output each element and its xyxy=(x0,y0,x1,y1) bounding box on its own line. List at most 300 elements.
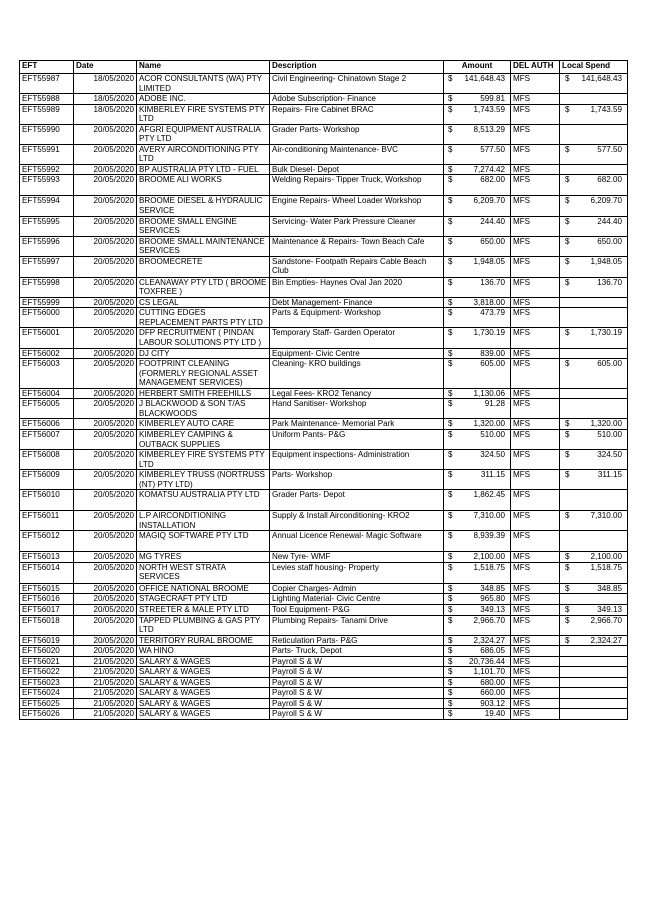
table-row xyxy=(20,388,628,399)
amount-value: 473.79 xyxy=(480,308,505,318)
date-cell: 20/05/2020 xyxy=(74,175,137,196)
date-cell: 21/05/2020 xyxy=(74,688,137,699)
local-spend-currency: $ xyxy=(565,144,570,154)
amount-value: 650.00 xyxy=(480,236,505,246)
amount-cell xyxy=(444,399,511,419)
del-auth-cell: MFS xyxy=(511,698,560,709)
local-spend-value: 1,320.00 xyxy=(590,419,622,429)
del-auth-cell: MFS xyxy=(511,594,560,605)
amount-value: 903.12 xyxy=(480,698,505,708)
name-cell: STAGECRAFT PTY LTD xyxy=(137,594,270,605)
date-cell: 20/05/2020 xyxy=(74,419,137,430)
local-spend-currency: $ xyxy=(565,470,570,480)
del-auth-cell: MFS xyxy=(511,236,560,256)
table-row xyxy=(20,562,628,583)
del-auth-cell: MFS xyxy=(511,308,560,328)
date-cell: 20/05/2020 xyxy=(74,604,137,615)
local-spend-currency: $ xyxy=(565,74,570,83)
description-cell: Equipment- Civic Centre xyxy=(270,348,444,359)
amount-currency: $ xyxy=(448,419,453,429)
name-cell: CS LEGAL xyxy=(137,297,270,308)
local-spend-cell xyxy=(560,646,628,657)
eft-cell: EFT56023 xyxy=(20,677,74,688)
del-auth-cell: MFS xyxy=(511,562,560,583)
del-auth-cell: MFS xyxy=(511,709,560,720)
del-auth-cell: MFS xyxy=(511,635,560,646)
payments-table xyxy=(19,60,628,720)
del-auth-cell: MFS xyxy=(511,470,560,490)
date-cell: 20/05/2020 xyxy=(74,308,137,328)
amount-cell xyxy=(444,688,511,699)
local-spend-currency: $ xyxy=(565,277,570,287)
col-header-name: Name xyxy=(137,61,270,74)
amount-currency: $ xyxy=(448,256,453,266)
name-cell: BROOME ALI WORKS xyxy=(137,175,270,196)
name-cell: OFFICE NATIONAL BROOME xyxy=(137,583,270,594)
local-spend-cell xyxy=(560,450,628,470)
name-cell: CLEANAWAY PTY LTD ( BROOME TOXFREE ) xyxy=(137,277,270,297)
amount-value: 2,966.70 xyxy=(473,615,505,625)
amount-cell xyxy=(444,216,511,236)
amount-cell xyxy=(444,646,511,657)
local-spend-cell xyxy=(560,124,628,144)
amount-cell xyxy=(444,74,511,94)
amount-value: 136.70 xyxy=(480,277,505,287)
name-cell: SALARY & WAGES xyxy=(137,677,270,688)
description-cell: Cleaning- KRO buildings xyxy=(270,359,444,389)
amount-value: 244.40 xyxy=(480,216,505,226)
local-spend-cell xyxy=(560,604,628,615)
description-cell: Bin Empties- Haynes Oval Jan 2020 xyxy=(270,277,444,297)
amount-cell xyxy=(444,698,511,709)
local-spend-cell xyxy=(560,164,628,175)
del-auth-cell: MFS xyxy=(511,511,560,531)
amount-currency: $ xyxy=(448,552,453,562)
amount-value: 599.81 xyxy=(480,94,505,104)
date-cell: 20/05/2020 xyxy=(74,552,137,563)
local-spend-currency: $ xyxy=(565,429,570,439)
date-cell: 20/05/2020 xyxy=(74,470,137,490)
date-cell: 20/05/2020 xyxy=(74,635,137,646)
amount-currency: $ xyxy=(448,308,453,318)
del-auth-cell: MFS xyxy=(511,359,560,389)
description-cell: Tool Equipment- P&G xyxy=(270,604,444,615)
amount-currency: $ xyxy=(448,450,453,460)
local-spend-cell xyxy=(560,677,628,688)
del-auth-cell: MFS xyxy=(511,552,560,563)
date-cell: 20/05/2020 xyxy=(74,216,137,236)
amount-cell xyxy=(444,277,511,297)
amount-currency: $ xyxy=(448,688,453,698)
amount-value: 349.13 xyxy=(480,604,505,614)
amount-currency: $ xyxy=(448,490,453,500)
amount-currency: $ xyxy=(448,74,453,83)
del-auth-cell: MFS xyxy=(511,583,560,594)
eft-cell: EFT55996 xyxy=(20,236,74,256)
table-row xyxy=(20,399,628,419)
col-header-local-spend: Local Spend xyxy=(560,61,628,74)
local-spend-cell xyxy=(560,388,628,399)
table-row xyxy=(20,94,628,105)
name-cell: BROOME SMALL MAINTENANCE SERVICES xyxy=(137,236,270,256)
name-cell: TAPPED PLUMBING & GAS PTY LTD xyxy=(137,615,270,635)
date-cell: 18/05/2020 xyxy=(74,74,137,94)
description-cell: Grader Parts- Depot xyxy=(270,490,444,511)
table-row xyxy=(20,698,628,709)
amount-value: 1,730.19 xyxy=(473,328,505,338)
date-cell: 20/05/2020 xyxy=(74,124,137,144)
amount-cell xyxy=(444,604,511,615)
description-cell: Sandstone- Footpath Repairs Cable Beach Club xyxy=(270,256,444,277)
col-header-date: Date xyxy=(74,61,137,74)
local-spend-currency: $ xyxy=(565,583,570,593)
amount-cell xyxy=(444,552,511,563)
local-spend-value: 682.00 xyxy=(597,175,622,185)
amount-currency: $ xyxy=(448,698,453,708)
date-cell: 20/05/2020 xyxy=(74,511,137,531)
amount-currency: $ xyxy=(448,511,453,521)
local-spend-cell xyxy=(560,399,628,419)
table-row xyxy=(20,656,628,667)
amount-currency: $ xyxy=(448,297,453,307)
table-row xyxy=(20,615,628,635)
local-spend-value: 141,648.43 xyxy=(581,74,622,83)
amount-value: 20,736.44 xyxy=(468,656,505,666)
amount-cell xyxy=(444,104,511,124)
local-spend-cell xyxy=(560,74,628,94)
amount-value: 1,862.45 xyxy=(473,490,505,500)
description-cell: Repairs- Fire Cabinet BRAC xyxy=(270,104,444,124)
local-spend-cell xyxy=(560,328,628,348)
table-row xyxy=(20,308,628,328)
amount-value: 839.00 xyxy=(480,348,505,358)
local-spend-value: 324.50 xyxy=(597,450,622,460)
date-cell: 21/05/2020 xyxy=(74,698,137,709)
local-spend-cell xyxy=(560,709,628,720)
description-cell: Payroll S & W xyxy=(270,688,444,699)
amount-value: 2,100.00 xyxy=(473,552,505,562)
del-auth-cell: MFS xyxy=(511,104,560,124)
date-cell: 20/05/2020 xyxy=(74,594,137,605)
amount-currency: $ xyxy=(448,124,453,134)
description-cell: Parts & Equipment- Workshop xyxy=(270,308,444,328)
eft-cell: EFT56003 xyxy=(20,359,74,389)
description-cell: Parts- Truck, Depot xyxy=(270,646,444,657)
table-row xyxy=(20,709,628,720)
del-auth-cell: MFS xyxy=(511,124,560,144)
del-auth-cell: MFS xyxy=(511,604,560,615)
table-row xyxy=(20,256,628,277)
date-cell: 20/05/2020 xyxy=(74,615,137,635)
name-cell: BROOME SMALL ENGINE SERVICES xyxy=(137,216,270,236)
local-spend-cell xyxy=(560,308,628,328)
local-spend-cell xyxy=(560,688,628,699)
table-row xyxy=(20,348,628,359)
table-row xyxy=(20,667,628,678)
date-cell: 20/05/2020 xyxy=(74,144,137,164)
amount-value: 141,648.43 xyxy=(464,74,505,83)
name-cell: DFP RECRUITMENT ( PINDAN LABOUR SOLUTIONS PTY LTD ) xyxy=(137,328,270,348)
name-cell: KIMBERLEY FIRE SYSTEMS PTY LTD xyxy=(137,450,270,470)
name-cell: BP AUSTRALIA PTY LTD - FUEL xyxy=(137,164,270,175)
local-spend-cell xyxy=(560,419,628,430)
local-spend-value: 136.70 xyxy=(597,277,622,287)
local-spend-cell xyxy=(560,615,628,635)
name-cell: DJ CITY xyxy=(137,348,270,359)
name-cell: SALARY & WAGES xyxy=(137,698,270,709)
amount-value: 1,130.06 xyxy=(473,388,505,398)
del-auth-cell: MFS xyxy=(511,196,560,216)
name-cell: FOOTPRINT CLEANING (FORMERLY REGIONAL ASSET MANAGEMENT SERVICES) xyxy=(137,359,270,389)
del-auth-cell: MFS xyxy=(511,429,560,449)
amount-value: 1,948.05 xyxy=(473,256,505,266)
date-cell: 20/05/2020 xyxy=(74,348,137,359)
table-row xyxy=(20,594,628,605)
amount-cell xyxy=(444,562,511,583)
local-spend-cell xyxy=(560,635,628,646)
eft-cell: EFT56011 xyxy=(20,511,74,531)
amount-value: 965.80 xyxy=(480,594,505,604)
table-row xyxy=(20,359,628,389)
description-cell: Copier Charges- Admin xyxy=(270,583,444,594)
description-cell: Legal Fees- KRO2 Tenancy xyxy=(270,388,444,399)
local-spend-value: 510.00 xyxy=(597,429,622,439)
eft-cell: EFT55995 xyxy=(20,216,74,236)
eft-cell: EFT56006 xyxy=(20,419,74,430)
local-spend-value: 349.13 xyxy=(597,604,622,614)
description-cell: Temporary Staff- Garden Operator xyxy=(270,328,444,348)
name-cell: STREETER & MALE PTY LTD xyxy=(137,604,270,615)
description-cell: Annual Licence Renewal- Magic Software xyxy=(270,531,444,552)
amount-currency: $ xyxy=(448,348,453,358)
name-cell: KOMATSU AUSTRALIA PTY LTD xyxy=(137,490,270,511)
description-cell: Adobe Subscription- Finance xyxy=(270,94,444,105)
description-cell: Levies staff housing- Property xyxy=(270,562,444,583)
description-cell: New Tyre- WMF xyxy=(270,552,444,563)
amount-cell xyxy=(444,359,511,389)
local-spend-currency: $ xyxy=(565,511,570,521)
date-cell: 20/05/2020 xyxy=(74,450,137,470)
local-spend-cell xyxy=(560,656,628,667)
name-cell: BROOME DIESEL & HYDRAULIC SERVICE xyxy=(137,196,270,216)
del-auth-cell: MFS xyxy=(511,297,560,308)
table-row xyxy=(20,677,628,688)
amount-value: 324.50 xyxy=(480,450,505,460)
amount-currency: $ xyxy=(448,277,453,287)
amount-value: 3,818.00 xyxy=(473,297,505,307)
del-auth-cell: MFS xyxy=(511,256,560,277)
amount-cell xyxy=(444,308,511,328)
local-spend-currency: $ xyxy=(565,615,570,625)
local-spend-currency: $ xyxy=(565,635,570,645)
amount-cell xyxy=(444,490,511,511)
amount-value: 1,320.00 xyxy=(473,419,505,429)
amount-value: 2,324.27 xyxy=(473,635,505,645)
local-spend-cell xyxy=(560,429,628,449)
eft-cell: EFT56025 xyxy=(20,698,74,709)
del-auth-cell: MFS xyxy=(511,216,560,236)
eft-cell: EFT55988 xyxy=(20,94,74,105)
del-auth-cell: MFS xyxy=(511,94,560,105)
amount-cell xyxy=(444,677,511,688)
date-cell: 20/05/2020 xyxy=(74,256,137,277)
amount-cell xyxy=(444,635,511,646)
name-cell: AFGRI EQUIPMENT AUSTRALIA PTY LTD xyxy=(137,124,270,144)
amount-value: 577.50 xyxy=(480,144,505,154)
date-cell: 20/05/2020 xyxy=(74,429,137,449)
local-spend-currency: $ xyxy=(565,562,570,572)
table-row xyxy=(20,74,628,94)
del-auth-cell: MFS xyxy=(511,277,560,297)
eft-cell: EFT55990 xyxy=(20,124,74,144)
amount-value: 6,209.70 xyxy=(473,196,505,206)
table-row xyxy=(20,688,628,699)
name-cell: AVERY AIRCONDITIONING PTY LTD xyxy=(137,144,270,164)
local-spend-cell xyxy=(560,511,628,531)
table-row xyxy=(20,277,628,297)
amount-currency: $ xyxy=(448,164,453,174)
amount-value: 8,513.29 xyxy=(473,124,505,134)
name-cell: SALARY & WAGES xyxy=(137,688,270,699)
local-spend-cell xyxy=(560,470,628,490)
date-cell: 20/05/2020 xyxy=(74,196,137,216)
name-cell: TERRITORY RURAL BROOME xyxy=(137,635,270,646)
local-spend-cell xyxy=(560,297,628,308)
col-header-del-auth: DEL AUTH xyxy=(511,61,560,74)
col-header-eft: EFT xyxy=(20,61,74,74)
amount-value: 311.15 xyxy=(480,470,505,480)
del-auth-cell: MFS xyxy=(511,656,560,667)
amount-cell xyxy=(444,419,511,430)
col-header-description: Description xyxy=(270,61,444,74)
eft-cell: EFT56019 xyxy=(20,635,74,646)
amount-currency: $ xyxy=(448,470,453,480)
eft-cell: EFT56015 xyxy=(20,583,74,594)
amount-cell xyxy=(444,429,511,449)
amount-currency: $ xyxy=(448,359,453,369)
amount-value: 91.28 xyxy=(484,399,505,409)
amount-currency: $ xyxy=(448,236,453,246)
date-cell: 20/05/2020 xyxy=(74,297,137,308)
name-cell: WA HINO xyxy=(137,646,270,657)
date-cell: 20/05/2020 xyxy=(74,359,137,389)
table-row xyxy=(20,297,628,308)
amount-currency: $ xyxy=(448,399,453,409)
table-row xyxy=(20,419,628,430)
name-cell: KIMBERLEY CAMPING & OUTBACK SUPPLIES xyxy=(137,429,270,449)
eft-cell: EFT56005 xyxy=(20,399,74,419)
amount-currency: $ xyxy=(448,429,453,439)
local-spend-value: 650.00 xyxy=(597,236,622,246)
local-spend-value: 1,730.19 xyxy=(590,328,622,338)
local-spend-currency: $ xyxy=(565,236,570,246)
eft-cell: EFT55992 xyxy=(20,164,74,175)
del-auth-cell: MFS xyxy=(511,164,560,175)
table-row xyxy=(20,144,628,164)
amount-currency: $ xyxy=(448,594,453,604)
amount-cell xyxy=(444,297,511,308)
del-auth-cell: MFS xyxy=(511,531,560,552)
local-spend-value: 348.85 xyxy=(597,583,622,593)
del-auth-cell: MFS xyxy=(511,388,560,399)
table-row xyxy=(20,328,628,348)
date-cell: 20/05/2020 xyxy=(74,328,137,348)
date-cell: 20/05/2020 xyxy=(74,236,137,256)
eft-cell: EFT55991 xyxy=(20,144,74,164)
description-cell: Payroll S & W xyxy=(270,656,444,667)
local-spend-cell xyxy=(560,236,628,256)
local-spend-cell xyxy=(560,196,628,216)
date-cell: 21/05/2020 xyxy=(74,656,137,667)
del-auth-cell: MFS xyxy=(511,175,560,196)
del-auth-cell: MFS xyxy=(511,677,560,688)
name-cell: ACOR CONSULTANTS (WA) PTY LIMITED xyxy=(137,74,270,94)
eft-cell: EFT56018 xyxy=(20,615,74,635)
amount-currency: $ xyxy=(448,635,453,645)
eft-cell: EFT55994 xyxy=(20,196,74,216)
description-cell: Reticulation Parts- P&G xyxy=(270,635,444,646)
amount-currency: $ xyxy=(448,216,453,226)
amount-value: 605.00 xyxy=(480,359,505,369)
amount-cell xyxy=(444,667,511,678)
amount-currency: $ xyxy=(448,104,453,114)
eft-cell: EFT56017 xyxy=(20,604,74,615)
eft-cell: EFT55987 xyxy=(20,74,74,94)
amount-value: 1,101.70 xyxy=(473,667,505,677)
local-spend-value: 1,518.75 xyxy=(590,562,622,572)
amount-value: 660.00 xyxy=(480,688,505,698)
local-spend-currency: $ xyxy=(565,256,570,266)
amount-cell xyxy=(444,144,511,164)
amount-value: 1,743.59 xyxy=(473,104,505,114)
local-spend-currency: $ xyxy=(565,604,570,614)
name-cell: NORTH WEST STRATA SERVICES xyxy=(137,562,270,583)
col-header-amount: Amount xyxy=(444,61,511,74)
del-auth-cell: MFS xyxy=(511,646,560,657)
description-cell: Parts- Workshop xyxy=(270,470,444,490)
date-cell: 20/05/2020 xyxy=(74,531,137,552)
date-cell: 20/05/2020 xyxy=(74,490,137,511)
table-row xyxy=(20,646,628,657)
amount-currency: $ xyxy=(448,388,453,398)
amount-value: 7,310.00 xyxy=(473,511,505,521)
name-cell: KIMBERLEY AUTO CARE xyxy=(137,419,270,430)
local-spend-value: 2,324.27 xyxy=(590,635,622,645)
amount-cell xyxy=(444,511,511,531)
local-spend-cell xyxy=(560,104,628,124)
amount-cell xyxy=(444,709,511,720)
local-spend-cell xyxy=(560,490,628,511)
description-cell: Lighting Material- Civic Centre xyxy=(270,594,444,605)
date-cell: 20/05/2020 xyxy=(74,562,137,583)
del-auth-cell: MFS xyxy=(511,667,560,678)
del-auth-cell: MFS xyxy=(511,74,560,94)
amount-currency: $ xyxy=(448,646,453,656)
local-spend-cell xyxy=(560,256,628,277)
amount-value: 510.00 xyxy=(480,429,505,439)
local-spend-currency: $ xyxy=(565,359,570,369)
name-cell: MAGIQ SOFTWARE PTY LTD xyxy=(137,531,270,552)
amount-currency: $ xyxy=(448,677,453,687)
table-row xyxy=(20,531,628,552)
amount-cell xyxy=(444,236,511,256)
eft-cell: EFT56009 xyxy=(20,470,74,490)
del-auth-cell: MFS xyxy=(511,419,560,430)
local-spend-value: 2,100.00 xyxy=(590,552,622,562)
amount-cell xyxy=(444,94,511,105)
eft-cell: EFT56026 xyxy=(20,709,74,720)
eft-cell: EFT56004 xyxy=(20,388,74,399)
